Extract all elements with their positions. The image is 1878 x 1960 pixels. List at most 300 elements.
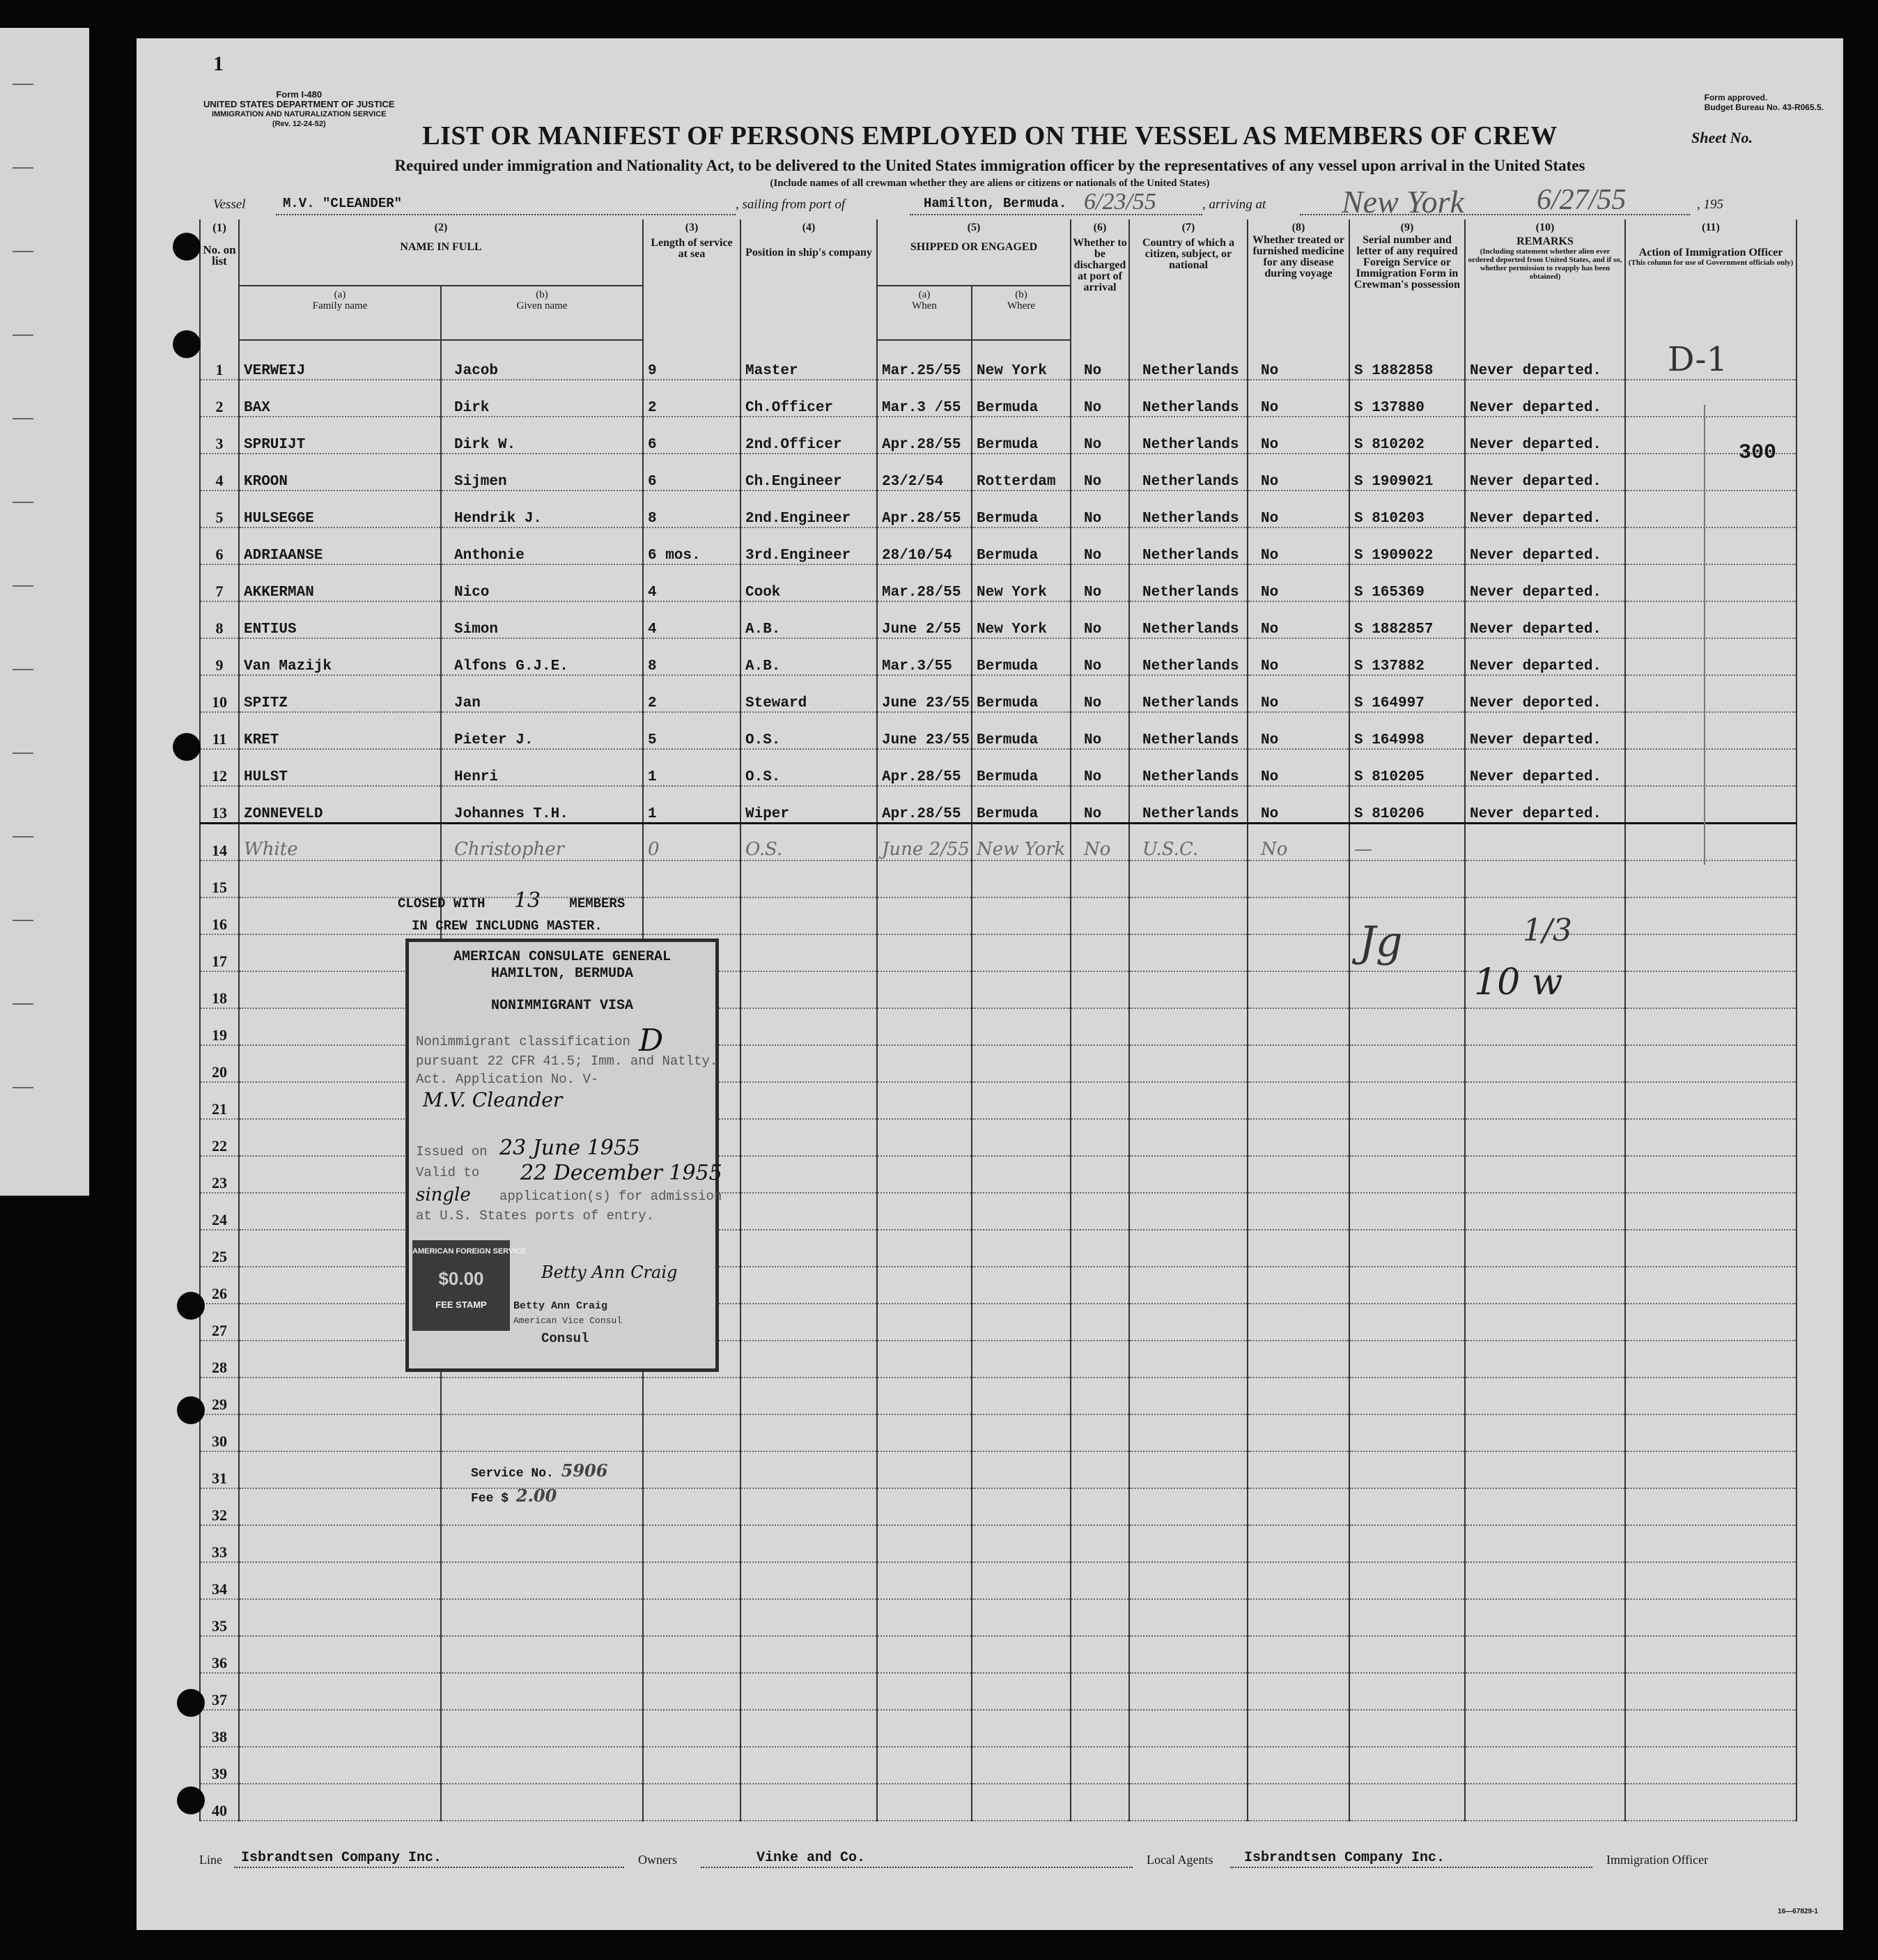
col1-header: (1) No. on list	[200, 219, 239, 340]
empty-cell	[1349, 1562, 1465, 1599]
empty-cell	[972, 1341, 1071, 1378]
empty-cell	[1349, 1156, 1465, 1193]
empty-cell	[1071, 1267, 1129, 1304]
empty-cell	[441, 1525, 643, 1562]
punch-hole	[173, 233, 201, 261]
empty-cell	[972, 1451, 1071, 1488]
empty-cell	[1625, 1562, 1796, 1599]
shipped-where-cell: New York	[972, 824, 1071, 861]
empty-cell	[239, 1747, 441, 1784]
discharged-cell: No	[1071, 564, 1129, 601]
table-row	[200, 712, 1796, 749]
row-number-cell: 33	[200, 1525, 239, 1562]
empty-cell	[1349, 1636, 1465, 1673]
empty-cell	[972, 1082, 1071, 1119]
closed-count: 13	[513, 888, 541, 913]
position-cell: O.S.	[740, 824, 877, 861]
empty-cell	[1465, 1008, 1625, 1045]
family-name-cell: AKKERMAN	[239, 564, 441, 601]
empty-cell	[239, 1784, 441, 1821]
row-number-cell: 26	[200, 1267, 239, 1304]
closed-members-label: MEMBERS	[569, 896, 626, 911]
shipped-when-cell: Apr.28/55	[877, 749, 972, 786]
immigration-action-cell	[1625, 638, 1796, 675]
shipped-where-cell: Bermuda	[972, 786, 1071, 824]
empty-cell	[1071, 934, 1129, 971]
empty-cell	[1248, 1599, 1349, 1636]
footer-line-label: Line	[199, 1853, 222, 1867]
empty-cell	[1625, 1451, 1796, 1488]
empty-cell	[1071, 1451, 1129, 1488]
empty-cell	[877, 1378, 972, 1414]
position-cell: 3rd.Engineer	[740, 527, 877, 564]
shipped-when-cell: June 2/55	[877, 601, 972, 638]
row-number-cell: 17	[200, 934, 239, 971]
family-name-header: (a) Family name	[239, 286, 441, 340]
row-number-cell: 38	[200, 1710, 239, 1747]
empty-cell	[1248, 1747, 1349, 1784]
empty-cell	[1129, 1230, 1248, 1267]
empty-cell	[643, 1451, 740, 1488]
remarks-cell: Never departed.	[1465, 527, 1625, 564]
empty-cell	[1349, 1710, 1465, 1747]
empty-cell	[740, 1636, 877, 1673]
officer-fraction: 1/3	[1523, 913, 1572, 948]
empty-cell	[1248, 1230, 1349, 1267]
footer-line-underline	[234, 1867, 624, 1868]
empty-cell	[972, 1599, 1071, 1636]
empty-cell	[1071, 1784, 1129, 1821]
strip-tick	[13, 669, 33, 670]
empty-cell	[1625, 934, 1796, 971]
given-name-cell: Dirk	[441, 380, 643, 417]
subtitle-note: (Include names of all crewman whether they are aliens or citizens or nationals of the United States)	[770, 178, 1210, 189]
fee-stamp	[412, 1240, 527, 1331]
family-name-cell: HULST	[239, 749, 441, 786]
fee-stamp-bottom: FEE STAMP	[435, 1299, 487, 1310]
empty-cell	[972, 1562, 1071, 1599]
empty-cell	[1465, 1378, 1625, 1414]
side-number: 300	[1739, 441, 1777, 465]
empty-cell	[972, 1230, 1071, 1267]
empty-cell	[877, 1008, 972, 1045]
closed-label: CLOSED WITH	[398, 896, 486, 911]
empty-cell	[441, 1747, 643, 1784]
empty-cell	[1349, 1193, 1465, 1230]
empty-cell	[441, 1599, 643, 1636]
empty-cell	[740, 1562, 877, 1599]
empty-cell	[1465, 1082, 1625, 1119]
table-row	[200, 564, 1796, 601]
family-name-cell: KRET	[239, 712, 441, 749]
discharged-cell: No	[1071, 601, 1129, 638]
empty-cell	[740, 1156, 877, 1193]
shipped-where-cell: Bermuda	[972, 712, 1071, 749]
empty-cell	[643, 1747, 740, 1784]
empty-cell	[877, 1156, 972, 1193]
country-cell: Netherlands	[1129, 491, 1248, 527]
empty-cell	[441, 1710, 643, 1747]
empty-cell	[740, 861, 877, 897]
empty-cell	[1248, 1562, 1349, 1599]
row-number-cell: 32	[200, 1488, 239, 1525]
serial-number-cell: S 164997	[1349, 675, 1465, 712]
discharged-cell: No	[1071, 638, 1129, 675]
page-subtitle: Required under immigration and Nationality Act, to be delivered to the United States immigration officer by the representatives of any vessel upon arrival in the United States	[394, 157, 1585, 174]
family-name-cell: VERWEIJ	[239, 340, 441, 380]
discharged-cell: No	[1071, 527, 1129, 564]
empty-cell	[740, 1599, 877, 1636]
empty-cell	[239, 1378, 441, 1414]
empty-cell	[1625, 861, 1796, 897]
empty-cell	[643, 1378, 740, 1414]
form-number: Form I-480	[276, 89, 323, 100]
empty-cell	[877, 934, 972, 971]
footer-line-value: Isbrandtsen Company Inc.	[241, 1850, 442, 1866]
stamp-visa-type: NONIMMIGRANT VISA	[490, 998, 634, 1014]
form-revision: (Rev. 12-24-52)	[272, 120, 326, 128]
stamp-entries-handwritten: single	[416, 1185, 471, 1205]
row-number-cell: 14	[200, 824, 239, 861]
empty-cell	[1129, 1267, 1248, 1304]
family-name-cell: KROON	[239, 454, 441, 491]
empty-cell	[643, 1673, 740, 1710]
table-row	[200, 824, 1796, 861]
discharged-cell: No	[1071, 712, 1129, 749]
empty-cell	[1625, 1636, 1796, 1673]
empty-cell	[1248, 1156, 1349, 1193]
row-number-cell: 23	[200, 1156, 239, 1193]
given-name-cell: Hendrik J.	[441, 491, 643, 527]
empty-cell	[1625, 1378, 1796, 1414]
empty-cell	[877, 1045, 972, 1082]
empty-cell	[1465, 1156, 1625, 1193]
length-of-service-cell: 4	[643, 564, 740, 601]
country-cell: Netherlands	[1129, 454, 1248, 491]
empty-cell	[239, 1451, 441, 1488]
remarks-cell: Never departed.	[1465, 564, 1625, 601]
stamp-pursuant: pursuant 22 CFR 41.5; Imm. and Natlty.	[416, 1054, 718, 1069]
serial-number-cell: S 137882	[1349, 638, 1465, 675]
empty-cell	[1625, 1747, 1796, 1784]
remarks-cell: Never deported.	[1465, 675, 1625, 712]
empty-cell	[972, 1525, 1071, 1562]
empty-cell	[1465, 1562, 1625, 1599]
empty-cell	[1625, 1156, 1796, 1193]
col3-header: (3) Length of service at sea	[643, 219, 740, 340]
empty-cell	[877, 1119, 972, 1156]
discharged-cell: No	[1071, 491, 1129, 527]
empty-cell	[1071, 897, 1129, 934]
table-row	[200, 1784, 1796, 1821]
empty-cell	[1248, 1673, 1349, 1710]
sailing-label: , sailing from port of	[736, 197, 846, 212]
empty-cell	[1349, 1525, 1465, 1562]
service-name: IMMIGRATION AND NATURALIZATION SERVICE	[211, 110, 387, 118]
table-row	[200, 1378, 1796, 1414]
table-row	[200, 1747, 1796, 1784]
empty-cell	[1129, 1304, 1248, 1341]
empty-cell	[1071, 1599, 1129, 1636]
empty-cell	[1465, 1599, 1625, 1636]
empty-cell	[1248, 861, 1349, 897]
arrival-underline	[1300, 214, 1690, 215]
row-number-cell: 11	[200, 712, 239, 749]
empty-cell	[972, 1488, 1071, 1525]
empty-cell	[1129, 971, 1248, 1008]
empty-cell	[1349, 1267, 1465, 1304]
row-number-cell: 37	[200, 1673, 239, 1710]
empty-cell	[1625, 1008, 1796, 1045]
row-number-cell: 19	[200, 1008, 239, 1045]
medicine-cell: No	[1248, 340, 1349, 380]
footer-owners-label: Owners	[638, 1853, 677, 1867]
corner-mark: 1	[213, 52, 224, 75]
row-number-cell: 40	[200, 1784, 239, 1821]
empty-cell	[1349, 1378, 1465, 1414]
row-number-cell: 3	[200, 417, 239, 454]
manifest-sheet	[137, 38, 1843, 1930]
given-name-cell: Alfons G.J.E.	[441, 638, 643, 675]
empty-cell	[1625, 1230, 1796, 1267]
empty-cell	[1129, 1673, 1248, 1710]
strip-tick	[13, 418, 33, 419]
empty-cell	[1465, 1230, 1625, 1267]
empty-cell	[1129, 1451, 1248, 1488]
serial-number-cell: S 810206	[1349, 786, 1465, 824]
empty-cell	[1349, 1304, 1465, 1341]
table-row	[200, 1414, 1796, 1451]
table-row	[200, 491, 1796, 527]
remarks-cell: Never departed.	[1465, 380, 1625, 417]
empty-cell	[1071, 1341, 1129, 1378]
stamp-ports: at U.S. States ports of entry.	[416, 1208, 655, 1224]
department-name: UNITED STATES DEPARTMENT OF JUSTICE	[203, 99, 395, 109]
empty-cell	[1625, 1045, 1796, 1082]
empty-cell	[1625, 1304, 1796, 1341]
row-number-cell: 1	[200, 340, 239, 380]
empty-cell	[1349, 971, 1465, 1008]
approval-label: Form approved.	[1704, 93, 1768, 102]
col6-header: (6) Whether to be discharged at port of arrival	[1071, 219, 1129, 340]
table-row	[200, 675, 1796, 712]
remarks-cell: Never departed.	[1465, 491, 1625, 527]
empty-cell	[1071, 1156, 1129, 1193]
position-cell: O.S.	[740, 749, 877, 786]
empty-cell	[1349, 1008, 1465, 1045]
empty-cell	[1129, 897, 1248, 934]
empty-cell	[972, 1710, 1071, 1747]
row-number-cell: 35	[200, 1599, 239, 1636]
empty-cell	[239, 1710, 441, 1747]
empty-cell	[643, 1599, 740, 1636]
shipped-where-cell: Bermuda	[972, 638, 1071, 675]
empty-cell	[239, 1673, 441, 1710]
serial-number-cell: S 1909021	[1349, 454, 1465, 491]
empty-cell	[877, 1414, 972, 1451]
discharged-cell: No	[1071, 675, 1129, 712]
empty-cell	[1349, 1784, 1465, 1821]
row-number-cell: 12	[200, 749, 239, 786]
empty-cell	[972, 1008, 1071, 1045]
empty-cell	[877, 1673, 972, 1710]
given-name-cell: Pieter J.	[441, 712, 643, 749]
remarks-cell: Never departed.	[1465, 749, 1625, 786]
empty-cell	[1625, 1599, 1796, 1636]
budget-bureau-no: Budget Bureau No. 43-R065.5.	[1704, 102, 1824, 112]
footer-officer-label: Immigration Officer	[1606, 1853, 1709, 1867]
empty-cell	[972, 1119, 1071, 1156]
empty-cell	[740, 1230, 877, 1267]
medicine-cell: No	[1248, 527, 1349, 564]
empty-cell	[1465, 1119, 1625, 1156]
empty-cell	[1625, 1082, 1796, 1119]
row-number-cell: 22	[200, 1119, 239, 1156]
visa-stamp	[405, 939, 722, 1372]
shipped-when-cell: Mar.3/55	[877, 638, 972, 675]
punch-hole	[173, 330, 201, 358]
empty-cell	[1071, 1045, 1129, 1082]
row-number-cell: 39	[200, 1747, 239, 1784]
medicine-cell: No	[1248, 749, 1349, 786]
empty-cell	[1349, 1599, 1465, 1636]
table-row	[200, 786, 1796, 824]
col9-header: (9) Serial number and letter of any required Foreign Service or Immigration Form in Crewman's possession	[1349, 219, 1465, 340]
family-name-cell: ZONNEVELD	[239, 786, 441, 824]
row-number-cell: 34	[200, 1562, 239, 1599]
stamp-entries-text: application(s) for admission	[499, 1189, 722, 1204]
empty-cell	[1465, 1636, 1625, 1673]
empty-cell	[1248, 1636, 1349, 1673]
shipped-when-cell: Apr.28/55	[877, 417, 972, 454]
empty-cell	[972, 861, 1071, 897]
empty-cell	[1349, 1451, 1465, 1488]
discharged-cell: No	[1071, 380, 1129, 417]
empty-cell	[1349, 1673, 1465, 1710]
empty-cell	[972, 1304, 1071, 1341]
empty-cell	[239, 1636, 441, 1673]
empty-cell	[740, 1451, 877, 1488]
empty-cell	[1248, 1045, 1349, 1082]
empty-cell	[740, 934, 877, 971]
remarks-cell: Never departed.	[1465, 638, 1625, 675]
empty-cell	[1465, 1414, 1625, 1451]
medicine-cell: No	[1248, 380, 1349, 417]
empty-cell	[1248, 971, 1349, 1008]
empty-cell	[740, 1267, 877, 1304]
discharged-cell: No	[1071, 786, 1129, 824]
empty-cell	[1349, 861, 1465, 897]
country-cell: U.S.C.	[1129, 824, 1248, 861]
shipped-where-cell: Bermuda	[972, 491, 1071, 527]
row-number-cell: 13	[200, 786, 239, 824]
serial-number-cell: S 810202	[1349, 417, 1465, 454]
immigration-action-cell	[1625, 824, 1796, 861]
empty-cell	[643, 1414, 740, 1451]
family-name-cell: SPRUIJT	[239, 417, 441, 454]
stamp-act: Act. Application No. V-	[416, 1072, 599, 1087]
footer-agents-underline	[1230, 1867, 1592, 1868]
length-of-service-cell: 1	[643, 749, 740, 786]
empty-cell	[643, 1488, 740, 1525]
empty-cell	[1465, 1710, 1625, 1747]
table-row	[200, 380, 1796, 417]
empty-cell	[877, 1341, 972, 1378]
year-label: , 195	[1697, 197, 1723, 212]
empty-cell	[1071, 1636, 1129, 1673]
remarks-cell: Never departed.	[1465, 454, 1625, 491]
table-row	[200, 1488, 1796, 1525]
empty-cell	[972, 897, 1071, 934]
country-cell: Netherlands	[1129, 417, 1248, 454]
length-of-service-cell: 9	[643, 340, 740, 380]
strip-tick	[13, 251, 33, 252]
serial-number-cell: S 165369	[1349, 564, 1465, 601]
empty-cell	[1465, 1341, 1625, 1378]
empty-cell	[441, 1673, 643, 1710]
given-name-cell: Dirk W.	[441, 417, 643, 454]
sheet-no-label: Sheet No.	[1691, 129, 1753, 146]
empty-cell	[1625, 1784, 1796, 1821]
given-name-cell: Simon	[441, 601, 643, 638]
shipped-where-cell: Bermuda	[972, 527, 1071, 564]
signer-title: American Vice Consul	[513, 1315, 623, 1326]
shipped-where-cell: New York	[972, 340, 1071, 380]
officer-initials: Jg	[1359, 918, 1403, 966]
table-row	[200, 1562, 1796, 1599]
strip-tick	[13, 84, 33, 85]
empty-cell	[877, 1082, 972, 1119]
empty-cell	[1465, 1747, 1625, 1784]
empty-cell	[1071, 971, 1129, 1008]
empty-cell	[1129, 1156, 1248, 1193]
empty-cell	[972, 1673, 1071, 1710]
row-number-cell: 31	[200, 1451, 239, 1488]
empty-cell	[1248, 1784, 1349, 1821]
row-number-cell: 7	[200, 564, 239, 601]
given-name-cell: Jacob	[441, 340, 643, 380]
signer-name: Betty Ann Craig	[513, 1300, 608, 1312]
strip-tick	[13, 585, 33, 587]
empty-cell	[1248, 897, 1349, 934]
empty-cell	[1071, 1562, 1129, 1599]
country-cell: Netherlands	[1129, 675, 1248, 712]
remarks-cell	[1465, 824, 1625, 861]
col4-header: (4) Position in ship's company	[740, 219, 877, 340]
shipped-where-cell: Bermuda	[972, 380, 1071, 417]
length-of-service-cell: 6	[643, 417, 740, 454]
empty-cell	[1129, 1525, 1248, 1562]
empty-cell	[441, 1378, 643, 1414]
family-name-cell: BAX	[239, 380, 441, 417]
row-number-cell: 27	[200, 1304, 239, 1341]
empty-cell	[877, 897, 972, 934]
consul-signature: Betty Ann Craig	[541, 1263, 678, 1282]
empty-cell	[1129, 1008, 1248, 1045]
fee-stamp-amount: $0.00	[438, 1268, 484, 1289]
empty-cell	[1248, 1525, 1349, 1562]
position-cell: Master	[740, 340, 877, 380]
serial-number-cell: S 1909022	[1349, 527, 1465, 564]
empty-cell	[740, 1193, 877, 1230]
shipped-where-cell: Bermuda	[972, 749, 1071, 786]
empty-cell	[972, 1378, 1071, 1414]
empty-cell	[1129, 1488, 1248, 1525]
row-number-cell: 9	[200, 638, 239, 675]
empty-cell	[877, 1636, 972, 1673]
empty-cell	[1071, 1414, 1129, 1451]
given-name-cell: Christopher	[441, 824, 643, 861]
